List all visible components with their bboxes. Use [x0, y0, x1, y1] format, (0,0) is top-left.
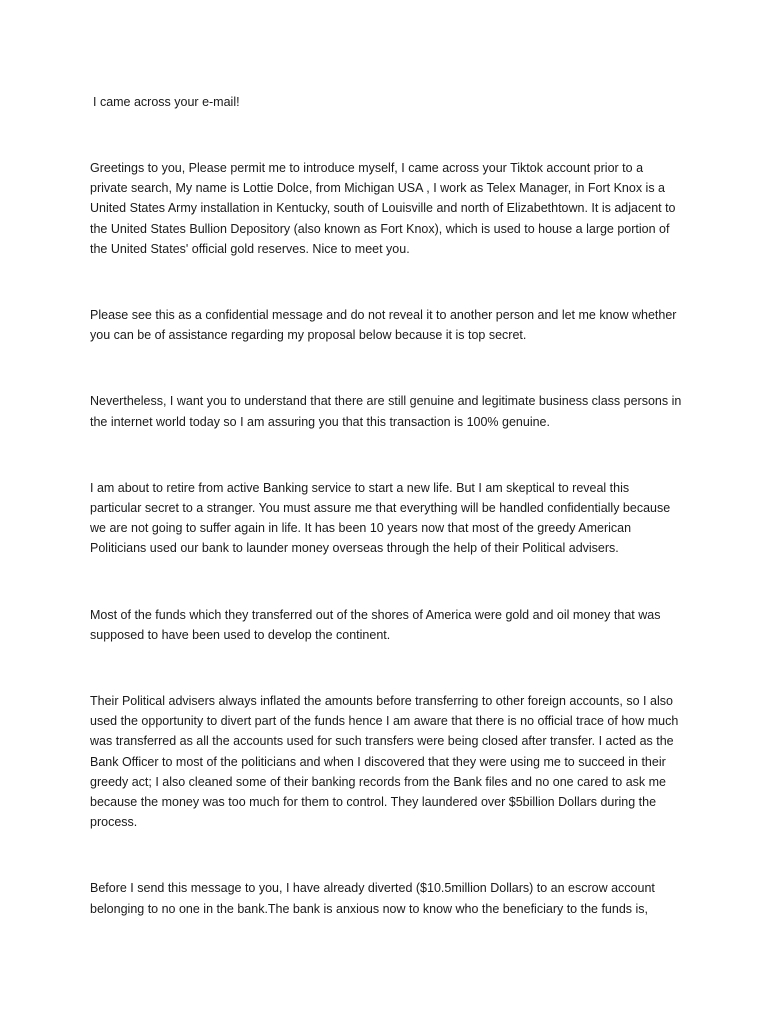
paragraph-introduction: Greetings to you, Please permit me to introduce myself, I came across your Tiktok account prior to a private search, My name is Lottie Dolce, from Michigan USA , I work as Telex Manager, in Fort Knox is a United States Army installation in Kentucky, south of Louisville and north of Elizabethtown. It is adjacent to the United States Bullion Depository (also known as Fort Knox), which is used to house a large portion of the United States' official gold reserves. Nice to meet you. [90, 161, 676, 256]
paragraph-advisers: Their Political advisers always inflated the amounts before transferring to other foreign accounts, so I also used the opportunity to divert part of the funds hence I am aware that there is no official trace of how much was transferred as all the accounts used for such transfers were being closed after transfer. I acted as the Bank Officer to most of the politicians and when I discovered that they were using me to succeed in their greedy act; I also cleaned some of their banking records from the Bank files and no one cared to ask me because the money was too much for them to control. They laundered over $5billion Dollars during the process. [90, 694, 679, 830]
email-greeting: I came across your e-mail! [93, 95, 240, 109]
paragraph-escrow: Before I send this message to you, I have already diverted ($10.5million Dollars) to an escrow account belonging to no one in the bank.The bank is anxious now to know who the beneficiary to the funds is, [90, 881, 655, 916]
paragraph-retirement: I am about to retire from active Banking service to start a new life. But I am skeptical to reveal this particular secret to a stranger. You must assure me that everything will be handled confidentially because we are not going to suffer again in life. It has been 10 years now that most of the greedy American Politicians used our bank to launder money overseas through the help of their Political advisers. [90, 480, 671, 556]
paragraph-genuine: Nevertheless, I want you to understand that there are still genuine and legitimate business class persons in the internet world today so I am assuring you that this transaction is 100% genuine. [90, 394, 682, 429]
paragraph-funds: Most of the funds which they transferred out of the shores of America were gold and oil money that was supposed to have been used to develop the continent. [90, 607, 661, 642]
paragraph-confidential: Please see this as a confidential message and do not reveal it to another person and let me know whether you can be of assistance regarding my proposal below because it is top secret. [90, 308, 677, 343]
